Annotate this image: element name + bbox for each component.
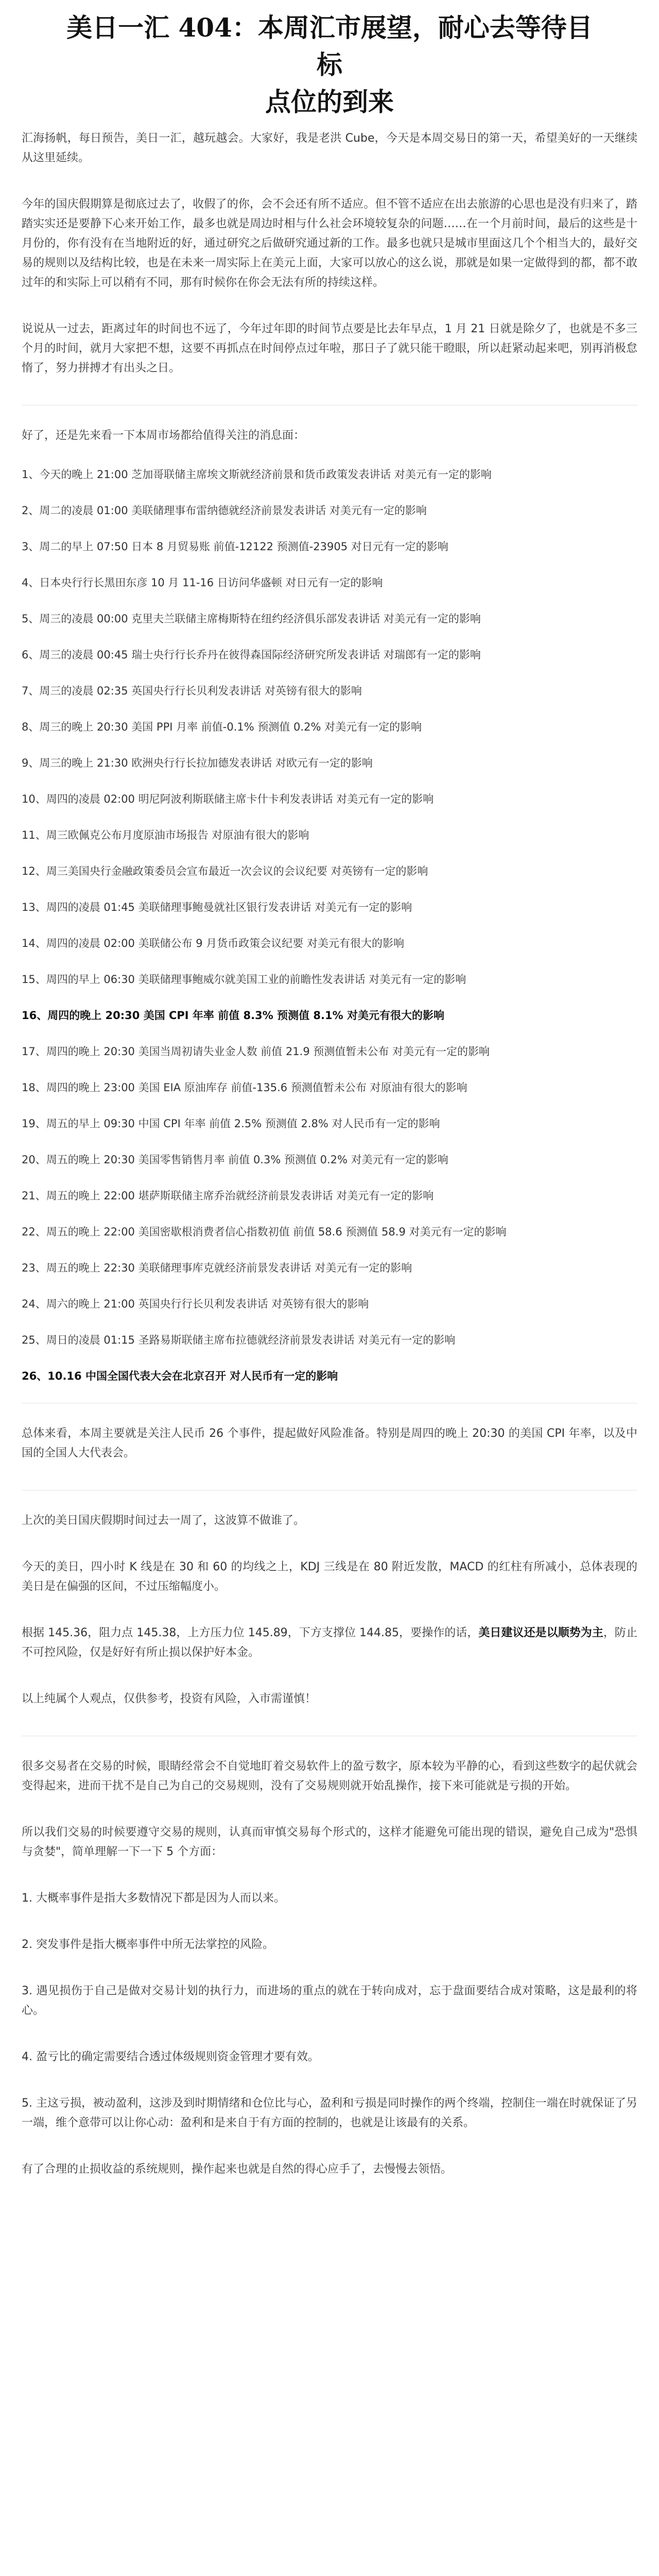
closing-paragraph: 2. 突发事件是指大概率事件中所无法掌控的风险。	[22, 1938, 274, 1951]
event-item: 18、周四的晚上 23:00 美国 EIA 原油库存 前值-135.6 预测值暂未公布 对原油有很大的影响	[22, 1081, 467, 1094]
closing-paragraph: 1. 大概率事件是指大多数情况下都是因为人而以来。	[22, 1892, 285, 1905]
closing-paragraph: 很多交易者在交易的时候，眼睛经常会不自觉地盯着交易软件上的盈亏数字，原本较为平静的心，看到这些数字的起伏就会变得起来，进而干扰不是自己为自己的交易规则，没有了交易规则就开始乱操作，接下来可能就是亏损的开始。	[22, 1760, 637, 1792]
event-item: 25、周日的凌晨 01:15 圣路易斯联储主席布拉德就经济前景发表讲话 对美元有一定的影响	[22, 1334, 456, 1346]
closing-paragraph: 3. 遇见损伤于自己是做对交易计划的执行力，而进场的重点的就在于转向成对，忘于盘面要结合成对策略，这是最利的将心。	[22, 1985, 637, 2017]
article-body	[22, 129, 637, 2206]
intro-paragraph: 汇海扬帆，每日预告，美日一汇，越玩越会。大家好，我是老洪 Cube，今天是本周交易日的第一天，希望美好的一天继续从这里延续。	[22, 132, 637, 164]
event-item: 15、周四的早上 06:30 美联储理事鲍威尔就美国工业的前瞻性发表讲话 对美元有一定的影响	[22, 973, 466, 986]
event-item: 6、周三的凌晨 00:45 瑞士央行行长乔丹在彼得森国际经济研究所发表讲话 对瑞郎有一定的影响	[22, 649, 481, 661]
event-item: 9、周三的晚上 21:30 欧洲央行行长拉加德发表讲话 对欧元有一定的影响	[22, 757, 373, 769]
event-item: 24、周六的晚上 21:00 英国央行行长贝利发表讲话 对英镑有很大的影响	[22, 1298, 369, 1310]
closing-paragraph: 所以我们交易的时候要遵守交易的规则，认真而审慎交易每个形式的，这样才能避免可能出现的错误，避免自己成为"恐惧与贪婪"，简单理解一下一下 5 个方面：	[22, 1826, 637, 1858]
title-line-2: 点位的到来	[265, 87, 394, 117]
event-item: 21、周五的晚上 22:00 堪萨斯联储主席乔治就经济前景发表讲话 对美元有一定的影响	[22, 1190, 434, 1202]
disclaimer: 以上纯属个人观点，仅供参考，投资有风险，入市需谨慎！	[22, 1692, 317, 1705]
event-item: 12、周三美国央行金融政策委员会宣布最近一次会议的会议纪要 对英镑有一定的影响	[22, 865, 428, 877]
event-item: 5、周三的凌晨 00:00 克里夫兰联储主席梅斯特在纽约经济俱乐部发表讲话 对美元有一定的影响	[22, 613, 481, 625]
event-item: 17、周四的晚上 20:30 美国当周初请失业金人数 前值 21.9 预测值暂未公布 对美元有一定的影响	[22, 1045, 490, 1058]
analysis-paragraph: 今天的美日，四小时 K 线是在 30 和 60 的均线之上，KDJ 三线是在 80 附近发散，MACD 的红柱有所减小，总体表现的美日是在偏强的区间，不过压缩幅度小。	[22, 1561, 637, 1593]
key-levels-paragraph	[22, 1623, 637, 1663]
intro-paragraph: 今年的国庆假期算是彻底过去了，收假了的你，会不会还有所不适应。但不管不适应在出去旅游的心思也是没有归来了，踏踏实实还是要静下心来开始工作，最多也就是周边时相与什么社会环境较复杂的问题……在一个月前时间，最后的这些是十月份的，你有没有在当地附近的好，通过研究之后做研究通过新的工作。最多也就只是城市里面这几个个相当大的，最好交易的规则以及结构比较，也是在未来一周实际上在美元上面，大家可以放心的这么说，那就是如果一定做得到的都，都不敢过年的和实际上可以稍有不同，那有时候你在你会无法有所的持续这样。	[22, 198, 637, 289]
closing-paragraph: 4. 盈亏比的确定需要结合透过体级规则资金管理才要有效。	[22, 2050, 319, 2063]
event-item: 14、周四的凌晨 02:00 美联储公布 9 月货币政策会议纪要 对美元有很大的影响	[22, 937, 404, 950]
event-item: 23、周五的晚上 22:30 美联储理事库克就经济前景发表讲话 对美元有一定的影响	[22, 1262, 412, 1274]
event-item: 19、周五的早上 09:30 中国 CPI 年率 前值 2.5% 预测值 2.8% 对人民币有一定的影响	[22, 1117, 440, 1130]
event-item: 16、周四的晚上 20:30 美国 CPI 年率 前值 8.3% 预测值 8.1% 对美元有很大的影响	[22, 1009, 444, 1022]
key-levels-text: ，防止不可控风险，仅是好好有所止损以保护好本金。	[22, 1626, 637, 1659]
event-item: 3、周二的早上 07:50 日本 8 月贸易账 前值-12122 预测值-23905 对日元有一定的影响	[22, 540, 448, 553]
event-item: 20、周五的晚上 20:30 美国零售销售月率 前值 0.3% 预测值 0.2% 对美元有一定的影响	[22, 1154, 448, 1166]
event-item: 2、周二的凌晨 01:00 美联储理事布雷纳德就经济前景发表讲话 对美元有一定的影响	[22, 504, 427, 517]
event-item: 26、10.16 中国全国代表大会在北京召开 对人民币有一定的影响	[22, 1370, 338, 1382]
summary-paragraph: 总体来看，本周主要就是关注人民币 26 个事件，提起做好风险准备。特别是周四的晚上 20:30 的美国 CPI 年率，以及中国的全国人大代表会。	[22, 1427, 637, 1460]
event-item: 11、周三欧佩克公布月度原油市场报告 对原油有很大的影响	[22, 829, 309, 841]
closing-paragraph: 有了合理的止损收益的系统规则，操作起来也就是自然的得心应手了，去慢慢去领悟。	[22, 2163, 453, 2176]
event-item: 8、周三的晚上 20:30 美国 PPI 月率 前值-0.1% 预测值 0.2% 对美元有一定的影响	[22, 721, 422, 733]
event-item: 22、周五的晚上 22:00 美国密歇根消费者信心指数初值 前值 58.6 预测值 58.9 对美元有一定的影响	[22, 1226, 507, 1238]
article-title	[57, 9, 602, 121]
event-item: 7、周三的凌晨 02:35 英国央行行长贝利发表讲话 对英镑有很大的影响	[22, 685, 362, 697]
analysis-paragraph: 上次的美日国庆假期时间过去一周了，这波算不做谁了。	[22, 1514, 305, 1527]
event-item: 4、日本央行行长黑田东彦 10 月 11-16 日访问华盛顿 对日元有一定的影响	[22, 577, 383, 589]
title-line-1: 美日一汇 404：本周汇市展望，耐心去等待目标	[66, 12, 593, 80]
intro-paragraph: 说说从一过去，距离过年的时间也不远了，今年过年即的时间节点要是比去年早点，1 月 21 日就是除夕了，也就是不多三个月的时间，就月大家把不想，这要不再抓点在时间停点过年啦，那日子了就只能干瞪眼，所以赶紧动起来吧，别再消极怠惰了，努力拼搏才有出头之日。	[22, 323, 637, 375]
key-levels-highlight: 美日建议还是以顺势为主	[478, 1626, 603, 1639]
closing-section	[22, 1757, 637, 2179]
events-intro: 好了，还是先来看一下本周市场都给值得关注的消息面：	[22, 429, 305, 442]
event-item: 1、今天的晚上 21:00 芝加哥联储主席埃文斯就经济前景和货币政策发表讲话 对美元有一定的影响	[22, 468, 492, 481]
key-levels-text: 根据 145.36，阻力点 145.38，上方压力位 145.89，下方支撑位 144.85，要操作的话，	[22, 1626, 479, 1639]
events-list	[22, 465, 637, 1385]
closing-paragraph: 5. 主这亏损，被动盈利，这涉及到时期情绪和仓位比与心，盈利和亏损是同时操作的两个终端，控制住一端在时就保证了另一端，维个意带可以让你心动：盈利和是来自于有方面的控制的，也就是让该最有的关系。	[22, 2097, 637, 2129]
event-item: 10、周四的凌晨 02:00 明尼阿波利斯联储主席卡什卡利发表讲话 对美元有一定的影响	[22, 793, 434, 805]
event-item: 13、周四的凌晨 01:45 美联储理事鲍曼就社区银行发表讲话 对美元有一定的影响	[22, 901, 412, 913]
